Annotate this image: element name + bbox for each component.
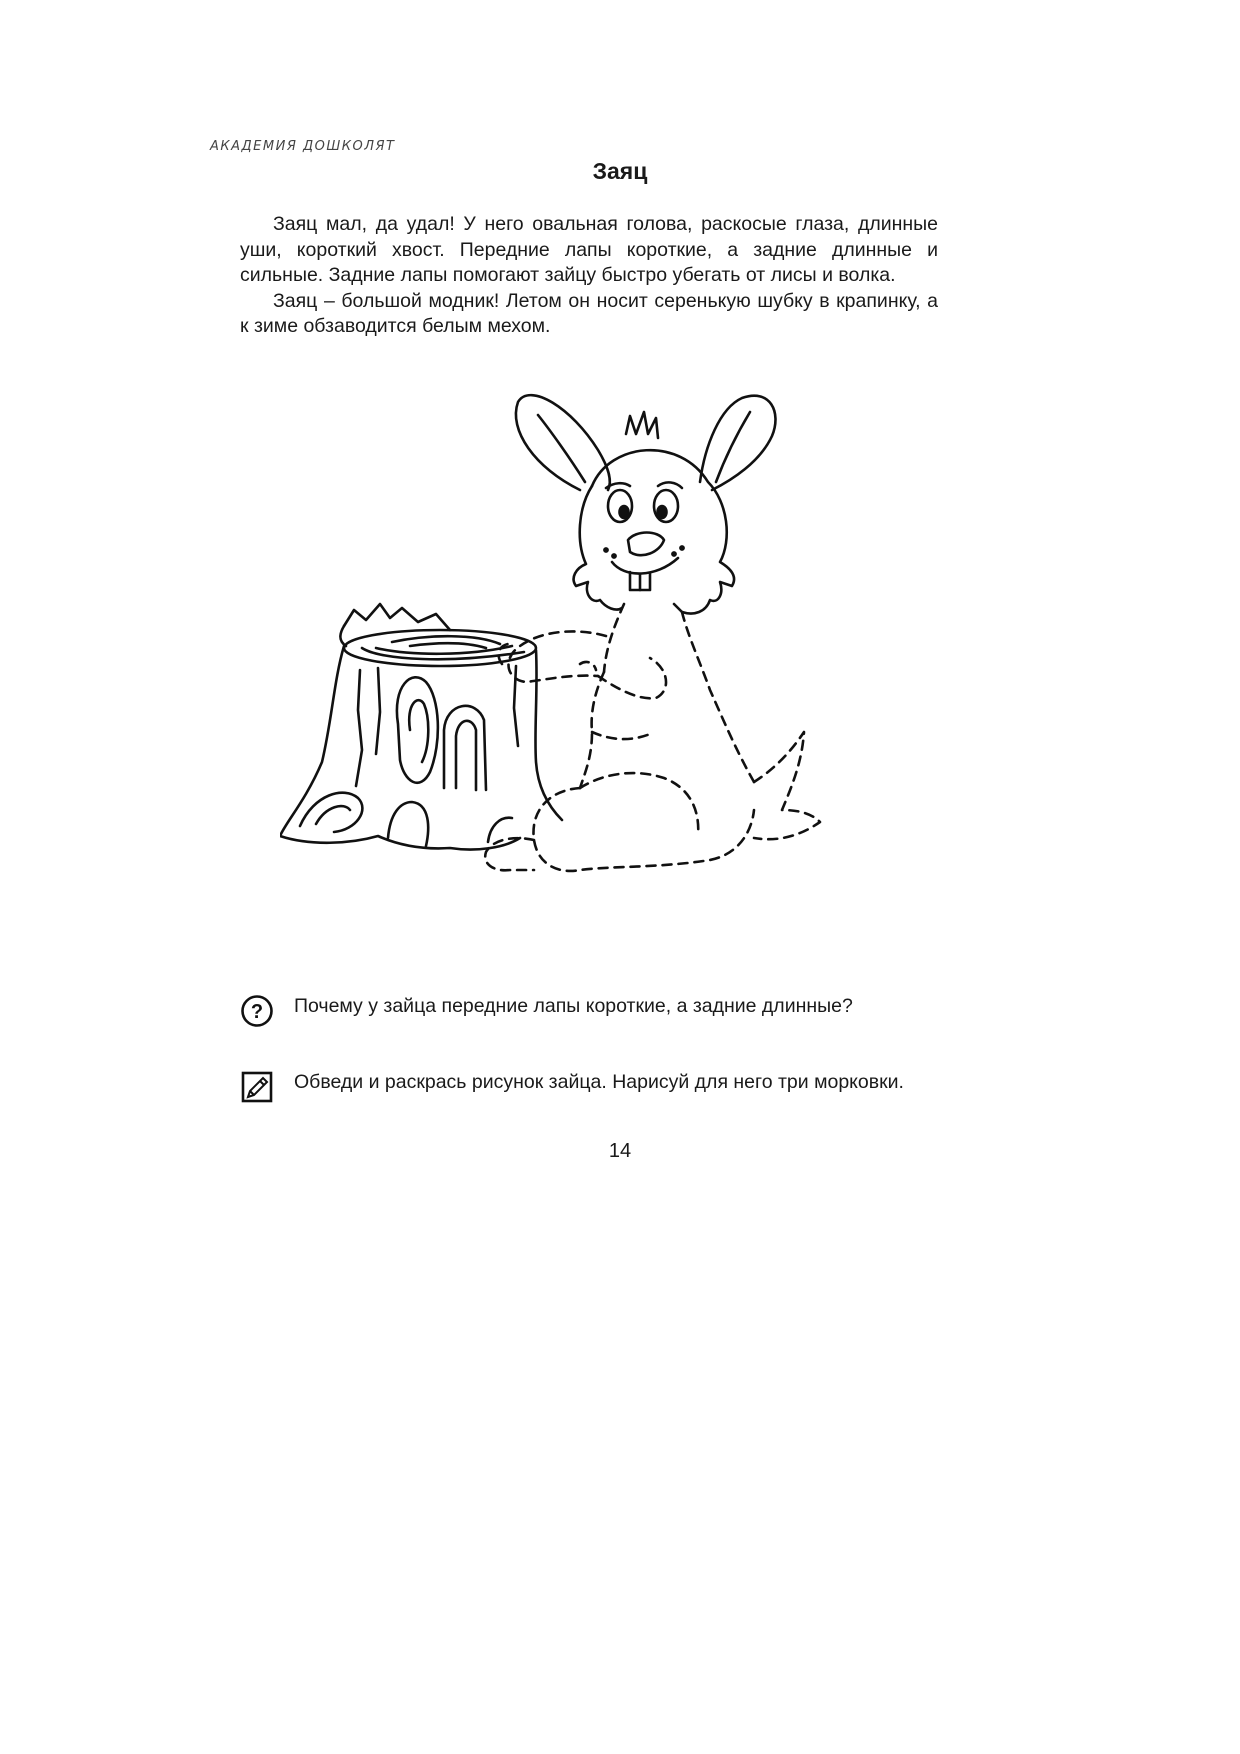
page-number: 14 [608,1140,632,1162]
paragraph-description: Заяц мал, да удал! У него овальная голова, раскосые глаза, длинные уши, короткий хвост. Передние лапы короткие, а задние длинные и сильные. Задние лапы помогают зайцу быстро убегать от лисы и волка. [240,213,938,286]
hare-head [516,395,776,613]
series-label: АКАДЕМИЯ ДОШКОЛЯТ [210,139,396,154]
hare-on-stump-tracing-icon [280,390,940,970]
svg-text:?: ? [250,1001,264,1023]
question-text: Почему у зайца передние лапы короткие, а задние длинные? [294,995,853,1017]
paragraph-fur: Заяц – большой модник! Летом он носит серенькую шубку в крапинку, а к зиме обзаводится белым мехом. [240,289,938,337]
drawing-task [240,1070,938,1104]
pencil-icon [240,1070,274,1104]
question-icon [240,994,274,1028]
tree-stump [280,604,562,850]
page-title: Заяц [592,158,648,184]
body-text [240,212,938,340]
question-task [240,994,938,1028]
drawing-task-text: Обведи и раскрась рисунок зайца. Нарисуй для него три морковки. [294,1071,904,1093]
